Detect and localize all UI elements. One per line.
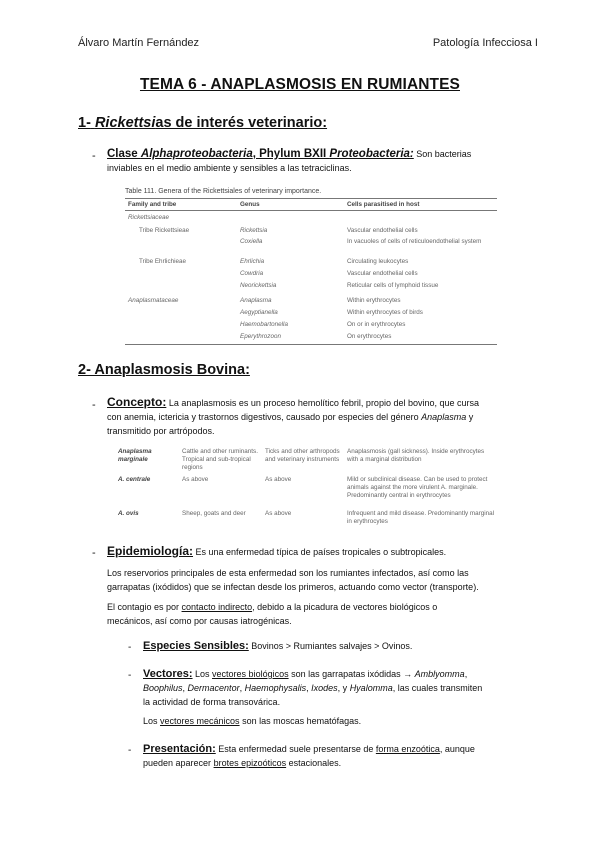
table-row-tribe: Tribe Rickettsieae <box>139 227 190 234</box>
table-row-genus: Eperythrozoon <box>240 333 281 340</box>
header-author: Álvaro Martín Fernández <box>78 37 200 49</box>
class-lead: Clase Alphaproteobacteria, Phylum BXII Proteobacteria: <box>107 148 414 160</box>
table-row-genus: Anaplasma <box>240 297 272 304</box>
table-row-cells: Within erythrocytes of birds <box>347 309 423 316</box>
table-header-genus: Genus <box>240 201 260 208</box>
section1-bullet <box>107 147 517 175</box>
species-vectors: As above <box>265 476 292 483</box>
section1-rest: as de interés veterinario: <box>155 115 328 131</box>
species-disease: Infrequent and mild disease. Predominantly marginal in erythrocytes <box>347 510 495 525</box>
section2-heading: 2- Anaplasmosis Bovina: <box>78 362 250 378</box>
table-row-cells: On or in erythrocytes <box>347 321 406 328</box>
species-vectors: Ticks and other arthropods and veterinary instruments <box>265 448 340 463</box>
especies-sensibles: Especies Sensibles: Bovinos > Rumiantes salvajes > Ovinos. <box>143 640 413 652</box>
table-row-cells: Within erythrocytes <box>347 297 401 304</box>
table-rule-top <box>125 198 497 199</box>
species-disease: Anaplasmosis (gall sickness). Inside erythrocytes with a marginal distribution <box>347 448 485 463</box>
table-row-cells: In vacuoles of cells of reticuloendothelial system <box>347 238 482 245</box>
concepto-label: Concepto: <box>107 395 167 409</box>
table-header-family: Family and tribe <box>128 201 177 208</box>
header-course: Patología Infecciosa I <box>432 37 538 49</box>
class-text-a: Son bacterias <box>413 149 472 159</box>
epidemiologia-heading: Epidemiología: Es una enfermedad típica de países tropicales o subtropicales. <box>107 544 447 558</box>
sub-bullet-dash: - <box>128 642 132 653</box>
table-caption: Table 111. Genera of the Rickettsiales of veterinary importance. <box>125 188 322 195</box>
class-text-b: inviables en el medio ambiente y sensibles a las tetraciclinas. <box>107 163 352 173</box>
table-row-genus: Cowdria <box>240 270 264 277</box>
section1-italic: Rickettsi <box>94 115 156 131</box>
epidemiologia-paragraph-2: El contagio es por contacto indirecto, debido a la picadura de vectores biológicos o mecánicos, así como por causas iatrogénicas. <box>107 602 438 626</box>
table-header-cells: Cells parasitised in host <box>347 201 420 208</box>
epidemiologia-label: Epidemiología: <box>107 544 194 558</box>
section1-number: 1- <box>78 115 91 131</box>
sub-bullet-dash: - <box>128 670 132 681</box>
table-rule-header <box>125 210 497 211</box>
species-name: A. centrale <box>118 476 151 483</box>
page-title: TEMA 6 - ANAPLASMOSIS EN RUMIANTES <box>139 76 460 93</box>
sub-bullet-dash: - <box>128 745 132 756</box>
table-row-family: Rickettsiaceae <box>128 214 169 221</box>
epidemiologia-paragraph-1: Los reservorios principales de esta enfermedad son los rumiantes infectados, así como las garrapatas (ixódidos) que se infectan desde los primeros, actuando como vector (transporte). <box>107 568 479 592</box>
table-row-cells: Vascular endothelial cells <box>347 270 418 277</box>
table-row-cells: On erythrocytes <box>347 333 392 340</box>
bullet-dash: - <box>92 399 96 411</box>
table-row-tribe: Tribe Ehrlichieae <box>139 258 187 265</box>
table-row-genus: Coxiella <box>240 238 263 245</box>
species-name: Anaplasma marginale <box>118 448 152 463</box>
table-row-genus: Rickettsia <box>240 227 268 234</box>
presentacion-paragraph: Presentación: Esta enfermedad suele presentarse de forma enzoótica, aunque pueden aparecer brotes epizoóticos estacionales. <box>143 743 475 768</box>
species-hosts: Cattle and other ruminants. Tropical and sub-tropical regions <box>182 448 258 471</box>
vectores-label: Vectores: <box>143 668 193 680</box>
section1-heading <box>78 115 327 131</box>
species-name: A. ovis <box>118 510 139 517</box>
table-row-genus: Haemobartonella <box>240 321 288 328</box>
table-row-genus: Neorickettsia <box>240 282 277 289</box>
vectores-paragraph: Vectores: Los vectores biológicos son las garrapatas ixódidas → Amblyomma, Boophilus, Dermacentor, Haemophysalis, Ixodes, y Hyalomma, las cuales transmiten la actividad de forma transovárica. <box>143 668 483 707</box>
species-hosts: As above <box>182 476 209 483</box>
table-row-genus: Ehrlichia <box>240 258 265 265</box>
table-row-cells: Circulating leukocytes <box>347 258 409 265</box>
bullet-dash: - <box>92 150 96 162</box>
contacto-indirecto-link: contacto indirecto <box>181 602 253 612</box>
vectores-mecanicos: Los vectores mecánicos son las moscas hematófagas. <box>143 716 362 726</box>
bullet-dash: - <box>92 547 96 559</box>
table-row-cells: Vascular endothelial cells <box>347 227 418 234</box>
species-hosts: Sheep, goats and deer <box>182 510 246 517</box>
concepto-paragraph: Concepto: La anaplasmosis es un proceso hemolítico febril, propio del bovino, que cursa con anemia, ictericia y trastornos digestivos, causado por especies del género Anaplasma y transmitido por artrópodos. <box>107 395 480 436</box>
table-rule-bottom <box>125 344 497 345</box>
species-vectors: As above <box>265 510 292 517</box>
table-row-cells: Reticular cells of lymphoid tissue <box>347 282 439 289</box>
table-row-family: Anaplasmataceae <box>128 297 179 304</box>
table-row-genus: Aegyptianella <box>240 309 278 316</box>
presentacion-label: Presentación: <box>143 743 216 755</box>
species-disease: Mild or subclinical disease. Can be used to protect animals against the more virulent A. marginale. Predominantly central in erythrocytes <box>347 476 488 499</box>
especies-label: Especies Sensibles: <box>143 640 249 652</box>
